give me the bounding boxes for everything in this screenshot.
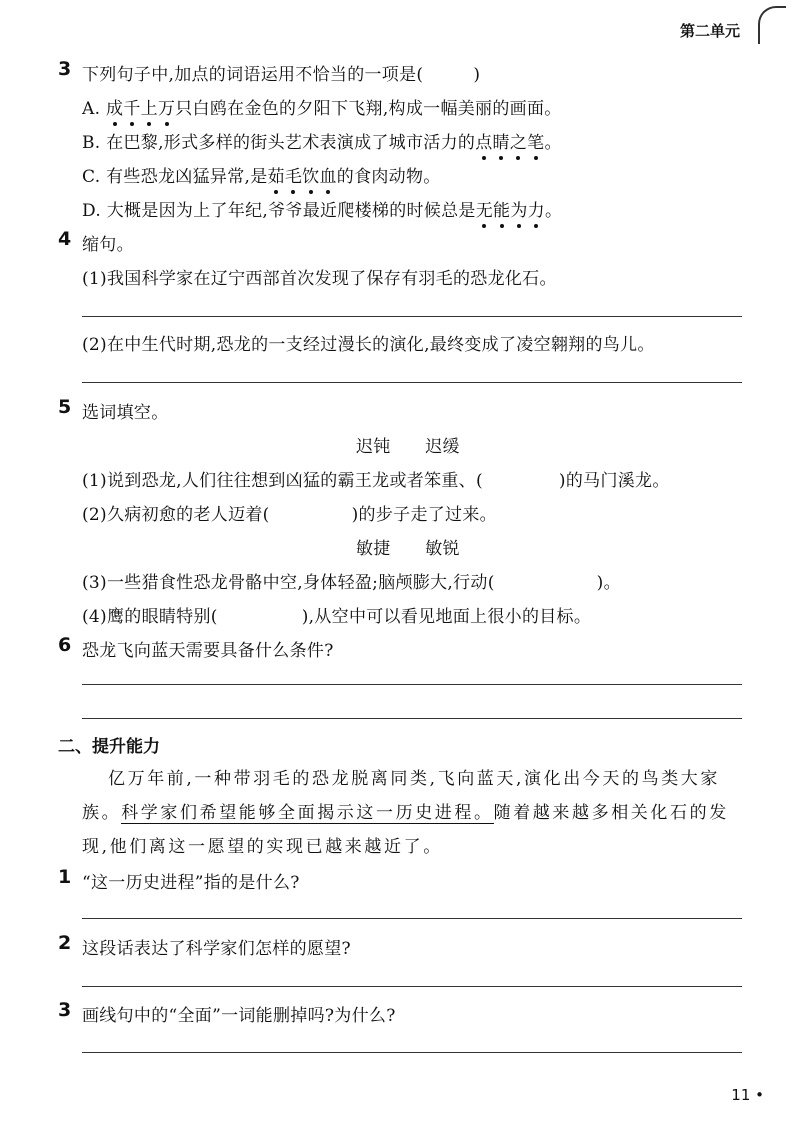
dotted-char: 万 [158,94,175,119]
option-b-text: B. 在巴黎,形式多样的街头艺术表演成了城市活力的 [82,133,476,153]
q3-option-b[interactable] [82,128,562,153]
s2-q3-number: 3 [58,999,72,1021]
s2-q1-answer-line[interactable] [82,918,742,919]
dotted-char: 之 [510,128,527,153]
q5-s4-text: (4)鹰的眼睛特别( [82,607,218,627]
dotted-char: 血 [319,162,336,187]
s2-q1-number: 1 [58,866,72,888]
unit-header: 第二单元 [679,22,740,40]
q5-word-choices-2: 敏捷 敏锐 [356,539,460,559]
option-a-dotted-word [106,99,175,119]
section-2-title: 二、提升能力 [58,737,160,757]
dotted-char: 无 [476,196,493,221]
q3-number: 3 [58,58,72,80]
s2-q2-number: 2 [58,932,72,954]
option-c-text: C. 有些恐龙凶猛异常,是 [82,167,268,187]
option-b-rest: 。 [544,133,562,153]
option-b-dotted-word [475,133,544,153]
dotted-char: 毛 [285,162,302,187]
q5-s1-text: (1)说到恐龙,人们往往想到凶猛的霸王龙或者笨重、( [82,471,483,491]
q6-number: 6 [58,634,72,656]
q5-word-choices-1: 迟钝 迟缓 [356,437,460,457]
q5-title: 选词填空。 [82,403,169,423]
option-d-dotted-word [476,201,545,221]
dotted-char: 茹 [268,162,285,187]
q4-answer-line-1[interactable] [82,316,742,317]
q4-title: 缩句。 [82,235,134,255]
option-a-label: A. [82,99,106,119]
q3-option-c[interactable] [82,162,441,187]
passage-sentence-3: 随着越来越多相关化石的发现,他们离这一愿望的实现已越来越近了。 [82,803,729,857]
q3-stem-text: 下列句子中,加点的词语运用不恰当的一项是( [82,65,424,85]
dotted-char: 成 [106,94,123,119]
q3-option-a[interactable] [82,94,562,119]
page-number: 11 • [731,1086,764,1104]
q5-s2-rest: )的步子走了过来。 [351,505,497,525]
q5-s4-rest: ),从空中可以看见地面上很小的目标。 [301,607,592,627]
passage-underlined-sentence: 科学家们希望能够全面揭示这一历史进程。 [121,803,494,823]
s2-q2-text: 这段话表达了科学家们怎样的愿望? [82,939,351,959]
q5-sentence-3 [82,568,621,593]
option-d-rest: 。 [544,201,563,221]
s2-q2-answer-line[interactable] [82,986,742,987]
q3-stem [82,60,480,85]
q5-sentence-4 [82,602,591,627]
q3-stem-end: ) [473,65,481,85]
option-c-rest: 的食肉动物。 [336,167,441,187]
q5-s2-text: (2)久病初愈的老人迈着( [82,505,270,525]
q5-sentence-2 [82,500,497,525]
option-c-dotted-word [268,167,337,187]
q5-s3-rest: )。 [596,573,621,593]
reading-passage [82,762,742,864]
s2-q1-text: “这一历史进程”指的是什么? [82,873,300,893]
dotted-char: 力 [528,196,545,221]
q3-option-d[interactable] [82,196,562,221]
q6-answer-line-1[interactable] [82,684,742,685]
q5-sentence-1 [82,466,670,491]
q4-sentence-1: (1)我国科学家在辽宁西部首次发现了保存有羽毛的恐龙化石。 [82,269,557,289]
dotted-char: 能 [493,196,510,221]
passage-sentence-1: 亿万年前,一种带羽毛的恐龙脱离同类,飞向蓝天,演化出今天的鸟类大家族。 [82,769,721,823]
corner-decoration [758,6,786,44]
dotted-char: 睛 [493,128,510,153]
q4-answer-line-2[interactable] [82,382,742,383]
option-d-text: D. 大概是因为上了年纪,爷爷最近爬楼梯的时候总是 [82,201,476,221]
q4-sentence-2: (2)在中生代时期,恐龙的一支经过漫长的演化,最终变成了凌空翱翔的鸟儿。 [82,335,655,355]
dotted-char: 笔 [527,128,544,153]
s2-q3-answer-line[interactable] [82,1052,742,1053]
dotted-char: 为 [510,196,527,221]
q4-number: 4 [58,228,72,250]
dotted-char: 饮 [302,162,319,187]
q5-s1-rest: )的马门溪龙。 [558,471,670,491]
dotted-char: 千 [123,94,140,119]
dotted-char: 上 [141,94,158,119]
q6-title: 恐龙飞向蓝天需要具备什么条件? [82,641,334,661]
dotted-char: 点 [475,128,492,153]
q5-s3-text: (3)一些猎食性恐龙骨骼中空,身体轻盈;脑颅膨大,行动( [82,573,495,593]
q5-number: 5 [58,396,72,418]
q6-answer-line-2[interactable] [82,718,742,719]
s2-q3-text: 画线句中的“全面”一词能删掉吗?为什么? [82,1006,396,1026]
option-a-rest: 只白鸥在金色的夕阳下飞翔,构成一幅美丽的画面。 [175,99,562,119]
